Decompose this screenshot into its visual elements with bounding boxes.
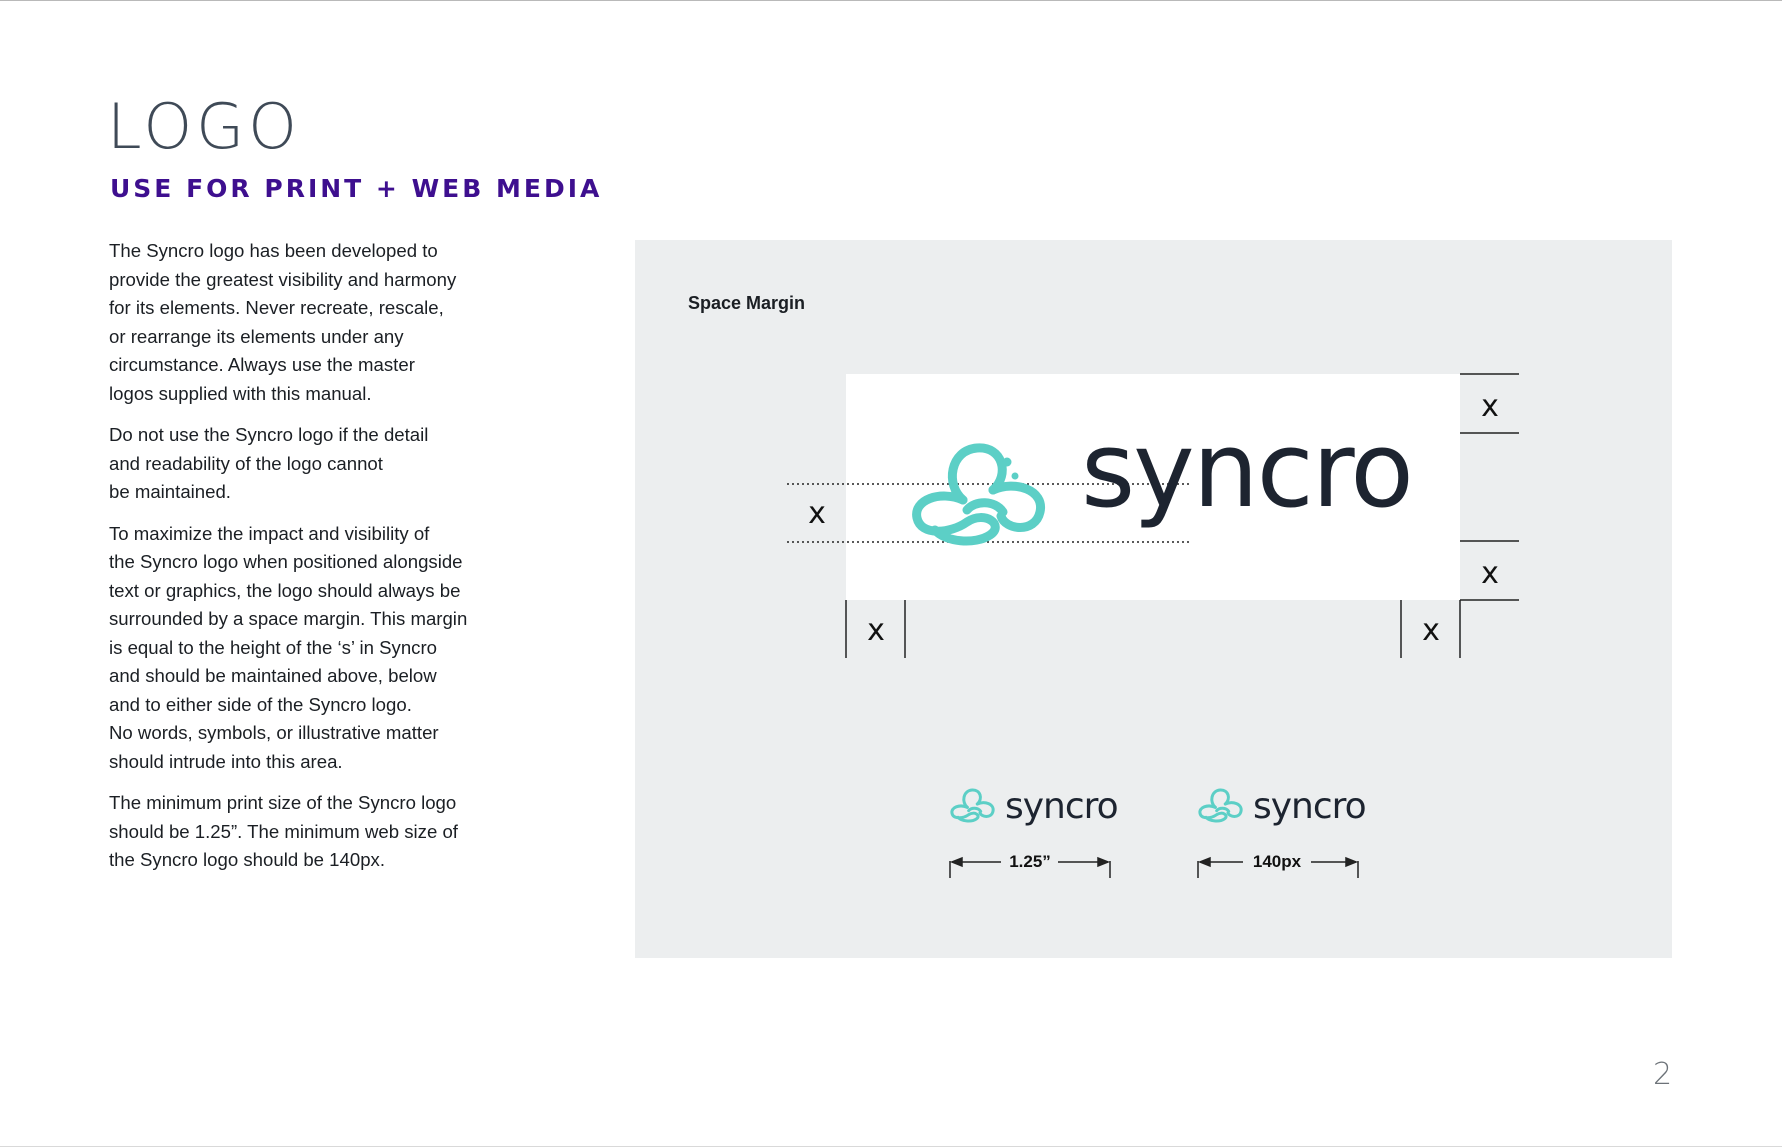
- bottom-rule: [0, 1146, 1782, 1147]
- body-copy: [109, 237, 509, 888]
- space-margin-panel: [635, 240, 1672, 958]
- top-rule: [0, 0, 1782, 1]
- syncro-wordmark-print: syncro: [1005, 786, 1118, 827]
- paragraph-readability: Do not use the Syncro logo if the detail and readability of the logo cannot be maintained.: [109, 424, 429, 502]
- octopus-icon-web: [1196, 784, 1246, 824]
- min-web-size-label: 140px: [1249, 853, 1305, 870]
- margin-marker-bottom-left: x: [867, 613, 885, 648]
- page-subtitle: USE FOR PRINT + WEB MEDIA: [110, 174, 603, 203]
- margin-guides: [635, 240, 1672, 958]
- page-number: 2: [1653, 1057, 1673, 1092]
- margin-marker-left: x: [808, 496, 826, 531]
- margin-marker-bottom-right: x: [1422, 613, 1440, 648]
- syncro-wordmark-web: syncro: [1253, 786, 1366, 827]
- margin-marker-right: x: [1481, 556, 1499, 591]
- page-title: LOGO: [107, 90, 301, 163]
- min-print-size-label: 1.25”: [1005, 853, 1055, 870]
- octopus-icon-print: [948, 784, 998, 824]
- syncro-wordmark-large: syncro: [1081, 409, 1412, 531]
- paragraph-minimum-size: The minimum print size of the Syncro logo should be 1.25”. The minimum web size of the Syncro logo should be 140px.: [109, 792, 458, 870]
- panel-label: Space Margin: [688, 293, 806, 313]
- paragraph-space-margin: To maximize the impact and visibility of the Syncro logo when positioned alongside text or graphics, the logo should always be surrounded by a space margin. This margin is equal to the height of the ‘s’ in Syncro and should be maintained above, below and to either side of the Syncro logo. No words, symbols, or illustrative matter should intrude into this area.: [109, 522, 468, 772]
- octopus-icon: [905, 430, 1055, 550]
- margin-marker-top-right: x: [1481, 389, 1499, 424]
- paragraph-logo-intro: The Syncro logo has been developed to provide the greatest visibility and harmony for its elements. Never recreate, rescale, or rearrange its elements under any circumstance. Always use the master logos supplied with this manual.: [109, 240, 457, 404]
